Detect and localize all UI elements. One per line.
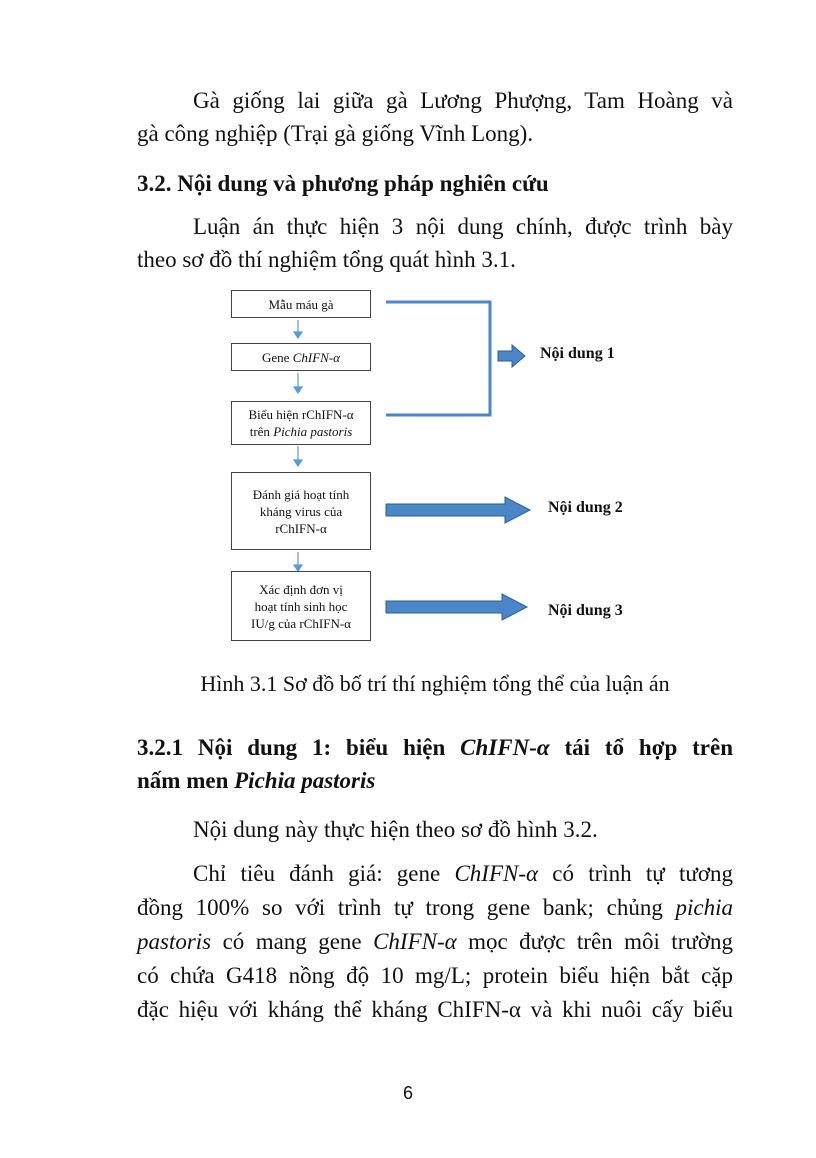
section-3-2-1-para2-line5: đặc hiệu với kháng thể kháng ChIFN-α và khi nuôi cấy biểu [137, 997, 733, 1022]
section-3-2-1-para2-line4: có chứa G418 nồng độ 10 mg/L; protein biểu hiện bắt cặp [137, 963, 733, 988]
block-arrow-3 [386, 594, 527, 620]
bracket-noi-dung-1 [386, 302, 490, 415]
box-xac-dinh: Xác định đơn vị hoạt tính sinh học IU/g của rChIFN-α [231, 571, 371, 641]
intro-line-2: gà công nghiệp (Trại gà giống Vĩnh Long). [137, 121, 534, 146]
box-danh-gia: Đánh giá hoạt tính kháng virus của rChIFN-α [231, 472, 371, 550]
section-3-2-1-heading-line1: 3.2.1 Nội dung 1: biểu hiện ChIFN-α tái tổ hợp trên [137, 735, 733, 760]
intro-line-1: Gà giống lai giữa gà Lương Phượng, Tam Hoàng và [193, 88, 733, 113]
section-3-2-1-para2-line3: pastoris có mang gene ChIFN-α mọc được trên môi trường [137, 929, 733, 954]
section-3-2-para-line2: theo sơ đồ thí nghiệm tổng quát hình 3.1. [137, 247, 516, 272]
section-3-2-1-para2-line1: Chỉ tiêu đánh giá: gene ChIFN-α có trình tự tương [193, 861, 733, 886]
down-arrow-3-head [294, 460, 302, 466]
box-gene: Gene ChIFN-α [231, 343, 371, 371]
label-noi-dung-2: Nội dung 2 [548, 499, 623, 516]
section-3-2-1-para2-line2: đồng 100% so với trình tự trong gene bank; chủng pichia [137, 895, 733, 920]
figure-caption: Hình 3.1 Sơ đồ bố trí thí nghiệm tổng thể của luận án [200, 671, 670, 696]
block-arrow-1 [498, 345, 525, 367]
section-3-2-1-heading-line2: nấm men Pichia pastoris [137, 768, 376, 793]
down-arrow-1-head [294, 332, 302, 338]
block-arrow-2 [386, 497, 530, 523]
section-3-2-heading: 3.2. Nội dung và phương pháp nghiên cứu [137, 171, 549, 196]
box-mau-mau-ga: Mẫu máu gà [231, 290, 371, 318]
section-3-2-para-line1: Luận án thực hiện 3 nội dung chính, được trình bày [193, 214, 733, 239]
down-arrow-2-head [294, 387, 302, 393]
label-noi-dung-3: Nội dung 3 [548, 602, 623, 619]
page-number: 6 [402, 1083, 413, 1103]
box-bieu-hien: Biểu hiện rChIFN-α trên Pichia pastoris [231, 401, 371, 445]
section-3-2-1-para1: Nội dung này thực hiện theo sơ đồ hình 3.2. [193, 817, 598, 842]
label-noi-dung-1: Nội dung 1 [540, 345, 615, 362]
